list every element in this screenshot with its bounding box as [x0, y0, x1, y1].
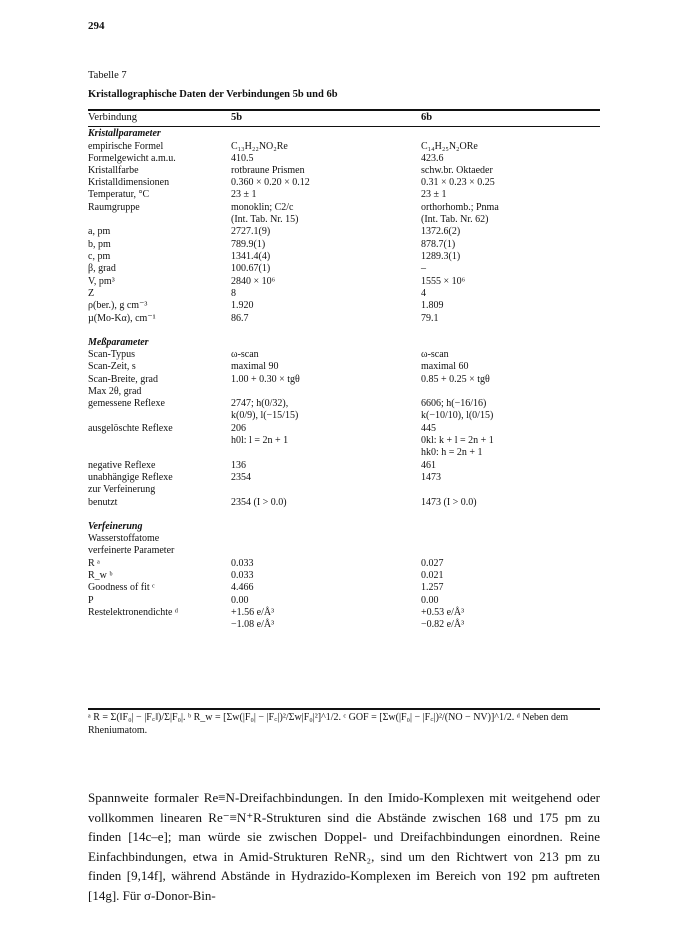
value-6b: 0.027: [421, 558, 444, 569]
row-label: Raumgruppe: [88, 202, 140, 213]
table-row: [88, 497, 608, 509]
value-5b: 0.00: [231, 595, 249, 606]
value-5b: C₁₃H₂₂NO₂Re: [231, 141, 288, 152]
row-label: Meßparameter: [88, 337, 149, 348]
table-label: Tabelle 7: [88, 70, 127, 81]
value-5b: ω-scan: [231, 349, 259, 360]
row-label: b, pm: [88, 239, 111, 250]
table-row: [88, 533, 608, 545]
table-row: [88, 619, 608, 631]
value-6b: maximal 60: [421, 361, 469, 372]
value-6b: ω-scan: [421, 349, 449, 360]
value-6b: k(−10/10), l(0/15): [421, 410, 494, 421]
value-5b: 23 ± 1: [231, 189, 257, 200]
row-label: Verfeinerung: [88, 521, 143, 532]
row-label: Scan-Breite, grad: [88, 374, 158, 385]
row-label: benutzt: [88, 497, 118, 508]
value-6b: (Int. Tab. Nr. 62): [421, 214, 489, 225]
value-6b: 423.6: [421, 153, 444, 164]
value-5b: 206: [231, 423, 246, 434]
table-row: [88, 276, 608, 288]
table-row: [88, 460, 608, 472]
row-label: zur Verfeinerung: [88, 484, 156, 495]
value-5b: 86.7: [231, 313, 249, 324]
table-row: [88, 153, 608, 165]
table-row: [88, 177, 608, 189]
value-6b: 1555 × 10⁶: [421, 276, 466, 287]
value-5b: maximal 90: [231, 361, 279, 372]
value-5b: 1.920: [231, 300, 254, 311]
table-footnote: ᵃ R = Σ(‖F₀| − |F꜀‖)/Σ|F₀|. ᵇ R_w = [Σw(|F₀| − |F꜀|)²/Σw|F₀|²]^1/2. ᶜ GOF = [Σw(|F₀| − |F꜀|)²/(NO − NV)]^1/2. ᵈ Neben dem Rheniumatom.: [88, 712, 569, 736]
value-5b: k(0/9), l(−15/15): [231, 410, 299, 421]
row-label: β, grad: [88, 263, 116, 274]
row-label: V, pm³: [88, 276, 115, 287]
table-row: [88, 558, 608, 570]
column-header-6b: 6b: [421, 112, 433, 123]
value-5b: 2354: [231, 472, 251, 483]
value-5b: 4.466: [231, 582, 254, 593]
value-5b: +1.56 e/Å³: [231, 607, 275, 618]
value-5b: 8: [231, 288, 236, 299]
row-label: Wasserstoffatome: [88, 533, 160, 544]
table-row: [88, 263, 608, 275]
table-row: [88, 239, 608, 251]
row-label: Max 2θ, grad: [88, 386, 142, 397]
table-caption: Kristallographische Daten der Verbindungen 5b und 6b: [88, 89, 338, 100]
value-5b: 1341.4(4): [231, 251, 271, 262]
row-label: R_w ᵇ: [88, 570, 113, 581]
value-5b: (Int. Tab. Nr. 15): [231, 214, 299, 225]
table-row: [88, 545, 608, 557]
column-header-5b: 5b: [231, 112, 243, 123]
row-label: P: [88, 595, 94, 606]
column-header-verbindung: Verbindung: [88, 112, 137, 123]
body-paragraph-text: Spannweite formaler Re≡N-Dreifachbindungen. In den Imido-Komplexen mit weitgehend oder vollkommen linearen Re⁻≡N⁺R-Strukturen sind die Abstände zwischen 168 und 175 pm zu finden [14c–e]; man würde sie zwischen Doppel- und Dreifachbindungen einordnen. Reine Einfachbindungen, etwa in Amid-Strukturen ReNR₂, sind um den Richtwert von 213 pm zu finden [9,14f], während Abstände in Hydrazido-Komplexen im Bereich von 192 pm auftreten [14g]. Für σ-Donor-Bin-: [88, 790, 600, 903]
row-label: Kristalldimensionen: [88, 177, 170, 188]
value-5b: 410.5: [231, 153, 254, 164]
table-row: [88, 447, 608, 459]
row-label: Formelgewicht a.m.u.: [88, 153, 176, 164]
value-6b: 461: [421, 460, 436, 471]
value-6b: 6606; h(−16/16): [421, 398, 487, 409]
row-label: Kristallfarbe: [88, 165, 139, 176]
row-label: Scan-Zeit, s: [88, 361, 136, 372]
row-label: a, pm: [88, 226, 111, 237]
table-row: [88, 349, 608, 361]
table-row: [88, 189, 608, 201]
value-6b: 79.1: [421, 313, 439, 324]
value-6b: 0.31 × 0.23 × 0.25: [421, 177, 495, 188]
value-5b: 0.033: [231, 558, 254, 569]
value-5b: 100.67(1): [231, 263, 271, 274]
value-6b: 0kl: k + l = 2n + 1: [421, 435, 494, 446]
value-6b: 23 ± 1: [421, 189, 447, 200]
value-5b: 789.9(1): [231, 239, 266, 250]
table-row: [88, 484, 608, 496]
row-label: negative Reflexe: [88, 460, 156, 471]
table-row: [88, 226, 608, 238]
value-6b: C₁₄H₂₅N₂ORe: [421, 141, 478, 152]
value-6b: 1372.6(2): [421, 226, 461, 237]
value-6b: 0.00: [421, 595, 439, 606]
row-label: ausgelöschte Reflexe: [88, 423, 173, 434]
value-6b: 1.809: [421, 300, 444, 311]
value-5b: 2747; h(0/32),: [231, 398, 289, 409]
row-label: Z: [88, 288, 95, 299]
value-5b: 2354 (I > 0.0): [231, 497, 287, 508]
value-6b: 0.021: [421, 570, 444, 581]
value-6b: schw.br. Oktaeder: [421, 165, 493, 176]
table-row: [88, 214, 608, 226]
table-row: [88, 251, 608, 263]
value-5b: −1.08 e/Å³: [231, 619, 275, 630]
value-6b: 1473: [421, 472, 441, 483]
table-section-heading: [88, 337, 608, 349]
value-5b: 136: [231, 460, 246, 471]
table-row: [88, 435, 608, 447]
value-5b: 0.033: [231, 570, 254, 581]
table-row: [88, 398, 608, 410]
table-row: [88, 472, 608, 484]
table-row: [88, 300, 608, 312]
value-5b: 2727.1(9): [231, 226, 271, 237]
row-label: Kristallparameter: [88, 128, 161, 139]
row-label: gemessene Reflexe: [88, 398, 165, 409]
row-label: verfeinerte Parameter: [88, 545, 175, 556]
table-row: [88, 141, 608, 153]
value-5b: rotbraune Prismen: [231, 165, 305, 176]
value-6b: 4: [421, 288, 426, 299]
table-row: [88, 410, 608, 422]
table-row: [88, 165, 608, 177]
value-6b: 1473 (I > 0.0): [421, 497, 477, 508]
table-row: [88, 386, 608, 398]
value-6b: 445: [421, 423, 436, 434]
value-6b: 1.257: [421, 582, 444, 593]
value-6b: –: [421, 263, 426, 274]
table-section-heading: [88, 128, 608, 140]
table-row: [88, 374, 608, 386]
row-label: Scan-Typus: [88, 349, 136, 360]
table-section-heading: [88, 521, 608, 533]
value-5b: h0l: l = 2n + 1: [231, 435, 289, 446]
value-6b: orthorhomb.; Pnma: [421, 202, 499, 213]
value-6b: 878.7(1): [421, 239, 456, 250]
table-row: [88, 570, 608, 582]
value-5b: 0.360 × 0.20 × 0.12: [231, 177, 310, 188]
table-row: [88, 582, 608, 594]
row-label: c, pm: [88, 251, 111, 262]
body-paragraph: [88, 788, 600, 905]
value-6b: hk0: h = 2n + 1: [421, 447, 483, 458]
row-label: ρ(ber.), g cm⁻³: [88, 300, 148, 311]
table-row: [88, 202, 608, 214]
row-label: empirische Formel: [88, 141, 164, 152]
table-row: [88, 361, 608, 373]
row-label: R ᵃ: [88, 558, 100, 569]
table-row: [88, 313, 608, 325]
row-label: µ(Mo-Kα), cm⁻¹: [88, 313, 156, 324]
page-number: 294: [88, 20, 105, 32]
row-label: unabhängige Reflexe: [88, 472, 173, 483]
value-6b: 0.85 + 0.25 × tgθ: [421, 374, 490, 385]
table-row: [88, 595, 608, 607]
table-bottom-rule: [88, 708, 600, 710]
value-5b: 1.00 + 0.30 × tgθ: [231, 374, 300, 385]
table-row: [88, 607, 608, 619]
row-label: Temperatur, °C: [88, 189, 150, 200]
table-row: [88, 423, 608, 435]
value-6b: +0.53 e/Å³: [421, 607, 465, 618]
value-5b: 2840 × 10⁶: [231, 276, 276, 287]
table-row: [88, 288, 608, 300]
row-label: Restelektronendichte ᵈ: [88, 607, 179, 618]
value-6b: −0.82 e/Å³: [421, 619, 465, 630]
value-6b: 1289.3(1): [421, 251, 461, 262]
row-label: Goodness of fit ᶜ: [88, 582, 155, 593]
value-5b: monoklin; C2/c: [231, 202, 294, 213]
